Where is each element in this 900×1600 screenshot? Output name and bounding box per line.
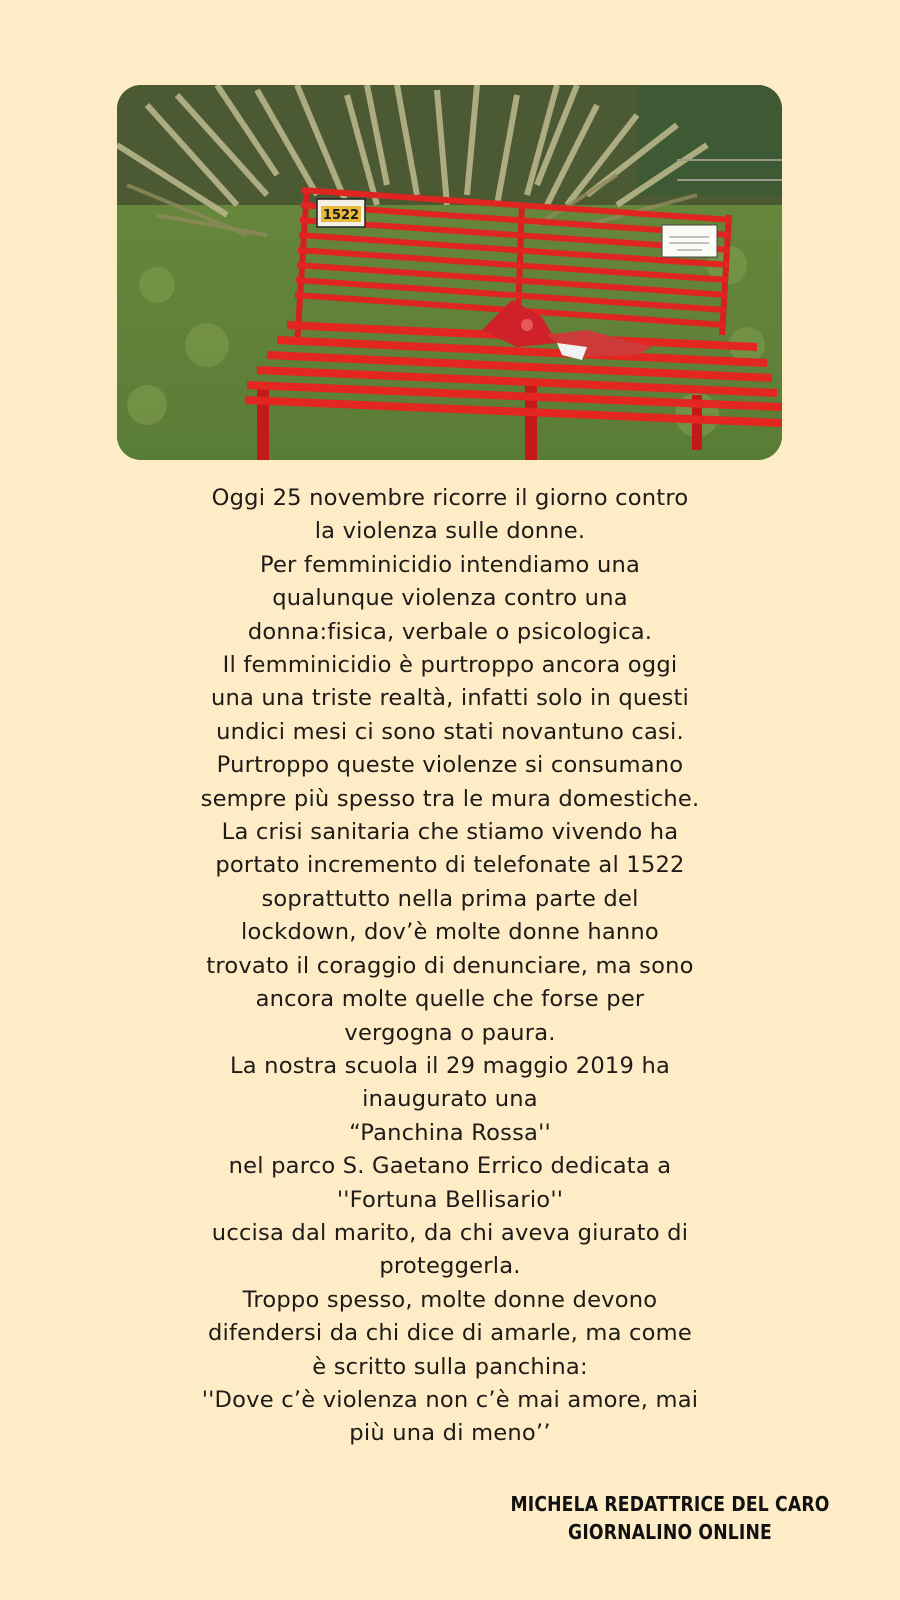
signature-line-1: MICHELA REDATTRICE DEL CARO [510,1492,830,1516]
signature-line-2: GIORNALINO ONLINE [568,1520,772,1544]
article-line: inaugurato una [362,1086,538,1113]
plate-number: 1522 [322,208,360,223]
article-line: La crisi sanitaria che stiamo vivendo ha [221,819,679,846]
article-line: nel parco S. Gaetano Errico dedicata a [228,1153,672,1180]
red-bench-photo [117,85,782,460]
article-line: sempre più spesso tra le mura domestiche. [200,785,700,812]
article-line: lockdown, dov’è molte donne hanno [241,919,659,946]
article-line: qualunque violenza contro una [272,585,628,612]
bench-sign [662,225,717,257]
article-line: ''Fortuna Bellisario'' [336,1186,564,1213]
article-line: trovato il coraggio di denunciare, ma sono [206,952,694,979]
article-line: soprattutto nella prima parte del [261,885,639,912]
article-line: vergogna o paura. [344,1019,556,1046]
article-line: ''Dove c’è violenza non c’è mai amore, mai [201,1386,699,1413]
article-line: Oggi 25 novembre ricorre il giorno contro [211,485,689,511]
article-line: uccisa dal marito, da chi aveva giurato di [211,1219,689,1246]
article-line: una una triste realtà, infatti solo in questi [210,685,690,712]
article-line: Il femminicidio è purtroppo ancora oggi [222,652,678,679]
article-line: ancora molte quelle che forse per [255,986,645,1013]
article-line: undici mesi ci sono stati novantuno casi. [216,718,684,745]
red-bench-illustration [117,85,782,460]
article-line: donna:fisica, verbale o psicologica. [247,618,653,645]
bench-plate-1522 [317,199,365,227]
article-line: portato incremento di telefonate al 1522 [215,852,685,879]
article-line: “Panchina Rossa'' [349,1119,551,1146]
article-line: più una di meno’’ [349,1420,551,1447]
article-line: proteggerla. [379,1253,521,1280]
article-line: Troppo spesso, molte donne devono [242,1286,658,1313]
article-line: la violenza sulle donne. [314,518,586,545]
article-line: è scritto sulla panchina: [312,1353,588,1380]
author-signature [507,1490,834,1546]
article-line: difendersi da chi dice di amarle, ma come [208,1320,692,1347]
article-line: La nostra scuola il 29 maggio 2019 ha [229,1052,671,1079]
article-line: Purtroppo queste violenze si consumano [216,752,684,779]
article-line: Per femminicidio intendiamo una [259,551,641,578]
article-body [130,482,770,1451]
